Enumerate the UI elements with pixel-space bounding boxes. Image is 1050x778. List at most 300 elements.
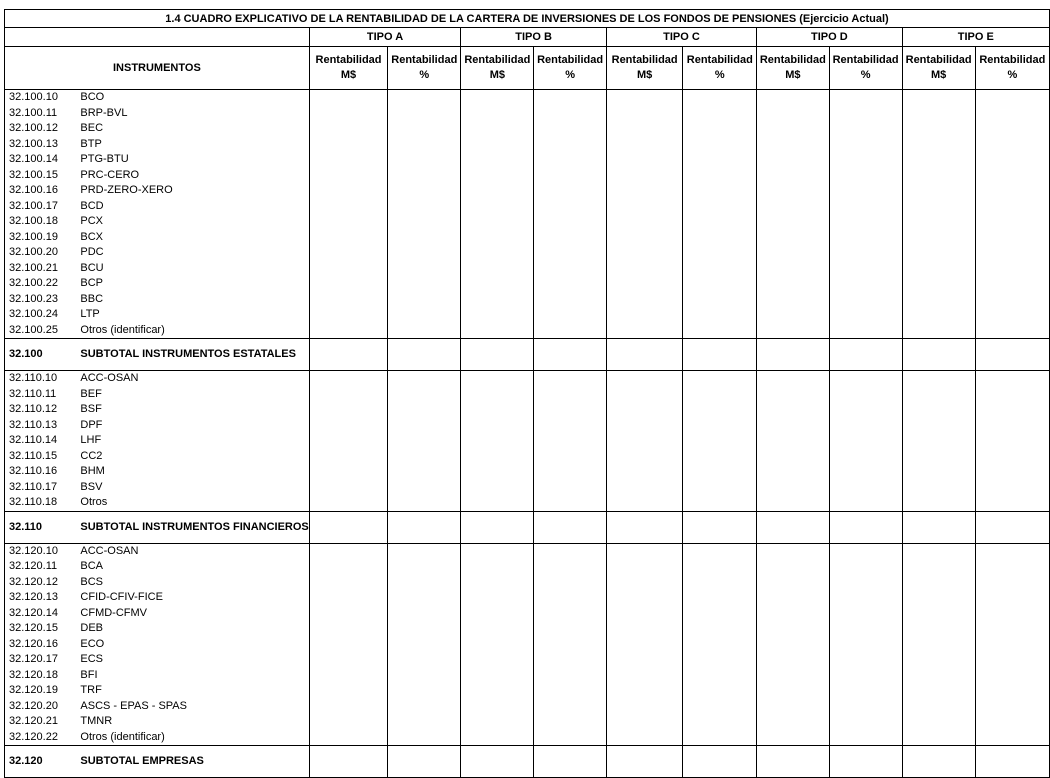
rentabilidad-mpesos-cell[interactable] [606, 433, 683, 449]
rentabilidad-mpesos-cell[interactable] [757, 199, 829, 215]
rentabilidad-pct-cell[interactable] [975, 730, 1049, 746]
rentabilidad-pct-cell[interactable] [388, 433, 461, 449]
rentabilidad-pct-cell[interactable] [975, 433, 1049, 449]
rentabilidad-pct-cell[interactable] [975, 307, 1049, 323]
rentabilidad-pct-cell[interactable] [534, 652, 606, 668]
rentabilidad-mpesos-cell[interactable] [309, 261, 387, 277]
rentabilidad-mpesos-cell[interactable] [902, 230, 975, 246]
rentabilidad-mpesos-cell[interactable] [606, 152, 683, 168]
rentabilidad-pct-cell[interactable] [975, 276, 1049, 292]
rentabilidad-pct-cell[interactable] [829, 199, 902, 215]
rentabilidad-mpesos-cell[interactable] [309, 575, 387, 591]
rentabilidad-pct-cell[interactable] [534, 106, 606, 122]
rentabilidad-pct-cell[interactable] [388, 199, 461, 215]
rentabilidad-mpesos-cell[interactable] [757, 714, 829, 730]
rentabilidad-mpesos-cell[interactable] [309, 730, 387, 746]
rentabilidad-mpesos-cell[interactable] [309, 245, 387, 261]
rentabilidad-pct-cell[interactable] [388, 575, 461, 591]
rentabilidad-pct-cell[interactable] [683, 276, 757, 292]
rentabilidad-pct-cell[interactable] [683, 261, 757, 277]
rentabilidad-mpesos-cell[interactable] [461, 433, 534, 449]
rentabilidad-mpesos-cell[interactable] [309, 214, 387, 230]
rentabilidad-pct-cell[interactable] [829, 575, 902, 591]
rentabilidad-pct-cell[interactable] [975, 746, 1049, 778]
rentabilidad-mpesos-cell[interactable] [902, 137, 975, 153]
rentabilidad-mpesos-cell[interactable] [309, 652, 387, 668]
rentabilidad-mpesos-cell[interactable] [606, 449, 683, 465]
rentabilidad-mpesos-cell[interactable] [902, 339, 975, 371]
rentabilidad-mpesos-cell[interactable] [309, 230, 387, 246]
rentabilidad-mpesos-cell[interactable] [757, 121, 829, 137]
rentabilidad-pct-cell[interactable] [534, 292, 606, 308]
rentabilidad-pct-cell[interactable] [388, 371, 461, 387]
rentabilidad-pct-cell[interactable] [975, 652, 1049, 668]
rentabilidad-mpesos-cell[interactable] [606, 183, 683, 199]
rentabilidad-mpesos-cell[interactable] [309, 402, 387, 418]
rentabilidad-pct-cell[interactable] [683, 730, 757, 746]
rentabilidad-pct-cell[interactable] [534, 183, 606, 199]
rentabilidad-mpesos-cell[interactable] [606, 214, 683, 230]
rentabilidad-mpesos-cell[interactable] [461, 214, 534, 230]
rentabilidad-pct-cell[interactable] [975, 152, 1049, 168]
rentabilidad-pct-cell[interactable] [683, 449, 757, 465]
rentabilidad-pct-cell[interactable] [683, 590, 757, 606]
rentabilidad-mpesos-cell[interactable] [606, 495, 683, 511]
rentabilidad-mpesos-cell[interactable] [461, 276, 534, 292]
rentabilidad-mpesos-cell[interactable] [757, 683, 829, 699]
rentabilidad-mpesos-cell[interactable] [902, 214, 975, 230]
rentabilidad-pct-cell[interactable] [975, 637, 1049, 653]
rentabilidad-pct-cell[interactable] [534, 668, 606, 684]
rentabilidad-mpesos-cell[interactable] [461, 606, 534, 622]
rentabilidad-mpesos-cell[interactable] [757, 511, 829, 543]
rentabilidad-pct-cell[interactable] [388, 230, 461, 246]
rentabilidad-pct-cell[interactable] [388, 245, 461, 261]
rentabilidad-mpesos-cell[interactable] [309, 183, 387, 199]
rentabilidad-pct-cell[interactable] [829, 261, 902, 277]
rentabilidad-mpesos-cell[interactable] [757, 730, 829, 746]
rentabilidad-mpesos-cell[interactable] [757, 137, 829, 153]
rentabilidad-mpesos-cell[interactable] [757, 106, 829, 122]
rentabilidad-mpesos-cell[interactable] [757, 307, 829, 323]
rentabilidad-mpesos-cell[interactable] [902, 637, 975, 653]
rentabilidad-pct-cell[interactable] [388, 276, 461, 292]
rentabilidad-mpesos-cell[interactable] [606, 387, 683, 403]
rentabilidad-mpesos-cell[interactable] [757, 559, 829, 575]
rentabilidad-mpesos-cell[interactable] [757, 495, 829, 511]
rentabilidad-pct-cell[interactable] [534, 339, 606, 371]
rentabilidad-mpesos-cell[interactable] [461, 183, 534, 199]
rentabilidad-mpesos-cell[interactable] [461, 90, 534, 106]
rentabilidad-pct-cell[interactable] [534, 276, 606, 292]
rentabilidad-pct-cell[interactable] [683, 433, 757, 449]
rentabilidad-pct-cell[interactable] [683, 637, 757, 653]
rentabilidad-pct-cell[interactable] [534, 387, 606, 403]
rentabilidad-pct-cell[interactable] [534, 402, 606, 418]
rentabilidad-pct-cell[interactable] [534, 637, 606, 653]
rentabilidad-mpesos-cell[interactable] [757, 323, 829, 339]
rentabilidad-mpesos-cell[interactable] [606, 230, 683, 246]
rentabilidad-mpesos-cell[interactable] [902, 543, 975, 559]
rentabilidad-mpesos-cell[interactable] [461, 152, 534, 168]
rentabilidad-pct-cell[interactable] [829, 559, 902, 575]
rentabilidad-pct-cell[interactable] [388, 121, 461, 137]
rentabilidad-mpesos-cell[interactable] [461, 371, 534, 387]
rentabilidad-pct-cell[interactable] [829, 90, 902, 106]
rentabilidad-mpesos-cell[interactable] [757, 168, 829, 184]
rentabilidad-pct-cell[interactable] [534, 168, 606, 184]
rentabilidad-mpesos-cell[interactable] [606, 746, 683, 778]
rentabilidad-mpesos-cell[interactable] [309, 387, 387, 403]
rentabilidad-mpesos-cell[interactable] [606, 371, 683, 387]
rentabilidad-mpesos-cell[interactable] [461, 307, 534, 323]
rentabilidad-pct-cell[interactable] [975, 230, 1049, 246]
rentabilidad-mpesos-cell[interactable] [606, 199, 683, 215]
rentabilidad-pct-cell[interactable] [683, 387, 757, 403]
rentabilidad-pct-cell[interactable] [388, 261, 461, 277]
rentabilidad-mpesos-cell[interactable] [902, 276, 975, 292]
rentabilidad-pct-cell[interactable] [829, 418, 902, 434]
rentabilidad-mpesos-cell[interactable] [757, 590, 829, 606]
rentabilidad-pct-cell[interactable] [829, 323, 902, 339]
rentabilidad-mpesos-cell[interactable] [757, 230, 829, 246]
rentabilidad-mpesos-cell[interactable] [309, 683, 387, 699]
rentabilidad-mpesos-cell[interactable] [309, 699, 387, 715]
rentabilidad-pct-cell[interactable] [534, 575, 606, 591]
rentabilidad-pct-cell[interactable] [683, 183, 757, 199]
rentabilidad-pct-cell[interactable] [534, 90, 606, 106]
rentabilidad-pct-cell[interactable] [388, 214, 461, 230]
rentabilidad-pct-cell[interactable] [534, 621, 606, 637]
rentabilidad-mpesos-cell[interactable] [757, 637, 829, 653]
rentabilidad-pct-cell[interactable] [975, 137, 1049, 153]
rentabilidad-mpesos-cell[interactable] [757, 464, 829, 480]
rentabilidad-pct-cell[interactable] [975, 214, 1049, 230]
rentabilidad-pct-cell[interactable] [534, 559, 606, 575]
rentabilidad-mpesos-cell[interactable] [606, 137, 683, 153]
rentabilidad-pct-cell[interactable] [534, 606, 606, 622]
rentabilidad-pct-cell[interactable] [388, 402, 461, 418]
rentabilidad-pct-cell[interactable] [683, 714, 757, 730]
rentabilidad-mpesos-cell[interactable] [757, 402, 829, 418]
rentabilidad-pct-cell[interactable] [975, 121, 1049, 137]
rentabilidad-mpesos-cell[interactable] [309, 323, 387, 339]
rentabilidad-mpesos-cell[interactable] [461, 559, 534, 575]
rentabilidad-pct-cell[interactable] [683, 699, 757, 715]
rentabilidad-pct-cell[interactable] [683, 199, 757, 215]
rentabilidad-mpesos-cell[interactable] [309, 168, 387, 184]
rentabilidad-mpesos-cell[interactable] [757, 371, 829, 387]
rentabilidad-mpesos-cell[interactable] [606, 559, 683, 575]
rentabilidad-mpesos-cell[interactable] [309, 714, 387, 730]
rentabilidad-mpesos-cell[interactable] [757, 480, 829, 496]
rentabilidad-mpesos-cell[interactable] [757, 152, 829, 168]
rentabilidad-mpesos-cell[interactable] [606, 637, 683, 653]
rentabilidad-mpesos-cell[interactable] [757, 433, 829, 449]
rentabilidad-pct-cell[interactable] [975, 683, 1049, 699]
rentabilidad-mpesos-cell[interactable] [461, 511, 534, 543]
rentabilidad-mpesos-cell[interactable] [902, 168, 975, 184]
rentabilidad-pct-cell[interactable] [683, 168, 757, 184]
rentabilidad-pct-cell[interactable] [975, 590, 1049, 606]
rentabilidad-pct-cell[interactable] [388, 106, 461, 122]
rentabilidad-pct-cell[interactable] [534, 214, 606, 230]
rentabilidad-pct-cell[interactable] [683, 418, 757, 434]
rentabilidad-pct-cell[interactable] [975, 606, 1049, 622]
rentabilidad-pct-cell[interactable] [975, 261, 1049, 277]
rentabilidad-mpesos-cell[interactable] [902, 683, 975, 699]
rentabilidad-pct-cell[interactable] [388, 480, 461, 496]
rentabilidad-pct-cell[interactable] [534, 261, 606, 277]
rentabilidad-pct-cell[interactable] [829, 137, 902, 153]
rentabilidad-pct-cell[interactable] [829, 276, 902, 292]
rentabilidad-pct-cell[interactable] [388, 292, 461, 308]
rentabilidad-mpesos-cell[interactable] [757, 543, 829, 559]
rentabilidad-mpesos-cell[interactable] [461, 575, 534, 591]
rentabilidad-pct-cell[interactable] [975, 418, 1049, 434]
rentabilidad-pct-cell[interactable] [534, 230, 606, 246]
rentabilidad-pct-cell[interactable] [829, 121, 902, 137]
rentabilidad-pct-cell[interactable] [683, 668, 757, 684]
rentabilidad-mpesos-cell[interactable] [309, 480, 387, 496]
rentabilidad-mpesos-cell[interactable] [309, 371, 387, 387]
rentabilidad-mpesos-cell[interactable] [902, 261, 975, 277]
rentabilidad-mpesos-cell[interactable] [902, 606, 975, 622]
rentabilidad-mpesos-cell[interactable] [309, 559, 387, 575]
rentabilidad-mpesos-cell[interactable] [757, 652, 829, 668]
rentabilidad-mpesos-cell[interactable] [309, 121, 387, 137]
rentabilidad-pct-cell[interactable] [683, 245, 757, 261]
rentabilidad-pct-cell[interactable] [388, 606, 461, 622]
rentabilidad-mpesos-cell[interactable] [757, 214, 829, 230]
rentabilidad-pct-cell[interactable] [388, 590, 461, 606]
rentabilidad-pct-cell[interactable] [829, 449, 902, 465]
rentabilidad-pct-cell[interactable] [683, 464, 757, 480]
rentabilidad-pct-cell[interactable] [829, 214, 902, 230]
rentabilidad-pct-cell[interactable] [683, 543, 757, 559]
rentabilidad-mpesos-cell[interactable] [461, 106, 534, 122]
rentabilidad-mpesos-cell[interactable] [606, 699, 683, 715]
rentabilidad-mpesos-cell[interactable] [606, 339, 683, 371]
rentabilidad-pct-cell[interactable] [829, 746, 902, 778]
rentabilidad-mpesos-cell[interactable] [606, 575, 683, 591]
rentabilidad-mpesos-cell[interactable] [309, 199, 387, 215]
rentabilidad-mpesos-cell[interactable] [461, 199, 534, 215]
rentabilidad-mpesos-cell[interactable] [309, 621, 387, 637]
rentabilidad-pct-cell[interactable] [683, 106, 757, 122]
rentabilidad-mpesos-cell[interactable] [461, 621, 534, 637]
rentabilidad-mpesos-cell[interactable] [902, 746, 975, 778]
rentabilidad-pct-cell[interactable] [975, 387, 1049, 403]
rentabilidad-mpesos-cell[interactable] [461, 730, 534, 746]
rentabilidad-pct-cell[interactable] [829, 387, 902, 403]
rentabilidad-pct-cell[interactable] [975, 323, 1049, 339]
rentabilidad-pct-cell[interactable] [534, 464, 606, 480]
rentabilidad-mpesos-cell[interactable] [461, 714, 534, 730]
rentabilidad-mpesos-cell[interactable] [606, 714, 683, 730]
rentabilidad-pct-cell[interactable] [534, 371, 606, 387]
rentabilidad-pct-cell[interactable] [829, 106, 902, 122]
rentabilidad-pct-cell[interactable] [388, 559, 461, 575]
rentabilidad-pct-cell[interactable] [975, 245, 1049, 261]
rentabilidad-mpesos-cell[interactable] [606, 590, 683, 606]
rentabilidad-pct-cell[interactable] [829, 371, 902, 387]
rentabilidad-mpesos-cell[interactable] [902, 575, 975, 591]
rentabilidad-pct-cell[interactable] [975, 402, 1049, 418]
rentabilidad-pct-cell[interactable] [388, 168, 461, 184]
rentabilidad-pct-cell[interactable] [975, 495, 1049, 511]
rentabilidad-pct-cell[interactable] [683, 323, 757, 339]
rentabilidad-pct-cell[interactable] [534, 245, 606, 261]
rentabilidad-mpesos-cell[interactable] [757, 276, 829, 292]
rentabilidad-mpesos-cell[interactable] [902, 730, 975, 746]
rentabilidad-pct-cell[interactable] [975, 90, 1049, 106]
rentabilidad-mpesos-cell[interactable] [606, 106, 683, 122]
rentabilidad-mpesos-cell[interactable] [606, 292, 683, 308]
rentabilidad-mpesos-cell[interactable] [902, 90, 975, 106]
rentabilidad-mpesos-cell[interactable] [309, 90, 387, 106]
rentabilidad-mpesos-cell[interactable] [606, 464, 683, 480]
rentabilidad-pct-cell[interactable] [975, 668, 1049, 684]
rentabilidad-pct-cell[interactable] [388, 652, 461, 668]
rentabilidad-mpesos-cell[interactable] [606, 606, 683, 622]
rentabilidad-mpesos-cell[interactable] [902, 387, 975, 403]
rentabilidad-pct-cell[interactable] [975, 511, 1049, 543]
rentabilidad-pct-cell[interactable] [975, 168, 1049, 184]
rentabilidad-pct-cell[interactable] [975, 480, 1049, 496]
rentabilidad-mpesos-cell[interactable] [757, 339, 829, 371]
rentabilidad-mpesos-cell[interactable] [309, 637, 387, 653]
rentabilidad-pct-cell[interactable] [534, 307, 606, 323]
rentabilidad-mpesos-cell[interactable] [461, 402, 534, 418]
rentabilidad-pct-cell[interactable] [829, 543, 902, 559]
rentabilidad-pct-cell[interactable] [683, 683, 757, 699]
rentabilidad-mpesos-cell[interactable] [606, 668, 683, 684]
rentabilidad-mpesos-cell[interactable] [309, 137, 387, 153]
rentabilidad-mpesos-cell[interactable] [461, 261, 534, 277]
rentabilidad-mpesos-cell[interactable] [902, 652, 975, 668]
rentabilidad-mpesos-cell[interactable] [309, 433, 387, 449]
rentabilidad-mpesos-cell[interactable] [902, 511, 975, 543]
rentabilidad-mpesos-cell[interactable] [461, 637, 534, 653]
rentabilidad-pct-cell[interactable] [534, 121, 606, 137]
rentabilidad-pct-cell[interactable] [683, 559, 757, 575]
rentabilidad-mpesos-cell[interactable] [757, 606, 829, 622]
rentabilidad-pct-cell[interactable] [829, 292, 902, 308]
rentabilidad-pct-cell[interactable] [829, 621, 902, 637]
rentabilidad-pct-cell[interactable] [388, 387, 461, 403]
rentabilidad-mpesos-cell[interactable] [309, 106, 387, 122]
rentabilidad-mpesos-cell[interactable] [309, 307, 387, 323]
rentabilidad-pct-cell[interactable] [829, 230, 902, 246]
rentabilidad-mpesos-cell[interactable] [606, 480, 683, 496]
rentabilidad-mpesos-cell[interactable] [902, 106, 975, 122]
rentabilidad-pct-cell[interactable] [534, 418, 606, 434]
rentabilidad-pct-cell[interactable] [683, 121, 757, 137]
rentabilidad-pct-cell[interactable] [975, 106, 1049, 122]
rentabilidad-mpesos-cell[interactable] [606, 652, 683, 668]
rentabilidad-mpesos-cell[interactable] [309, 464, 387, 480]
rentabilidad-mpesos-cell[interactable] [309, 543, 387, 559]
rentabilidad-mpesos-cell[interactable] [309, 511, 387, 543]
rentabilidad-mpesos-cell[interactable] [309, 590, 387, 606]
rentabilidad-mpesos-cell[interactable] [461, 168, 534, 184]
rentabilidad-mpesos-cell[interactable] [309, 746, 387, 778]
rentabilidad-mpesos-cell[interactable] [461, 699, 534, 715]
rentabilidad-pct-cell[interactable] [534, 152, 606, 168]
rentabilidad-pct-cell[interactable] [829, 637, 902, 653]
rentabilidad-pct-cell[interactable] [388, 746, 461, 778]
rentabilidad-pct-cell[interactable] [388, 637, 461, 653]
rentabilidad-mpesos-cell[interactable] [757, 292, 829, 308]
rentabilidad-pct-cell[interactable] [683, 214, 757, 230]
rentabilidad-pct-cell[interactable] [829, 495, 902, 511]
rentabilidad-pct-cell[interactable] [683, 606, 757, 622]
rentabilidad-pct-cell[interactable] [683, 402, 757, 418]
rentabilidad-pct-cell[interactable] [683, 371, 757, 387]
rentabilidad-mpesos-cell[interactable] [757, 245, 829, 261]
rentabilidad-pct-cell[interactable] [388, 90, 461, 106]
rentabilidad-mpesos-cell[interactable] [606, 511, 683, 543]
rentabilidad-pct-cell[interactable] [388, 683, 461, 699]
rentabilidad-mpesos-cell[interactable] [902, 449, 975, 465]
rentabilidad-pct-cell[interactable] [683, 152, 757, 168]
rentabilidad-pct-cell[interactable] [388, 511, 461, 543]
rentabilidad-pct-cell[interactable] [534, 730, 606, 746]
rentabilidad-mpesos-cell[interactable] [902, 323, 975, 339]
rentabilidad-mpesos-cell[interactable] [902, 402, 975, 418]
rentabilidad-mpesos-cell[interactable] [902, 714, 975, 730]
rentabilidad-mpesos-cell[interactable] [902, 152, 975, 168]
rentabilidad-mpesos-cell[interactable] [606, 402, 683, 418]
rentabilidad-mpesos-cell[interactable] [757, 90, 829, 106]
rentabilidad-mpesos-cell[interactable] [606, 121, 683, 137]
rentabilidad-pct-cell[interactable] [829, 699, 902, 715]
rentabilidad-mpesos-cell[interactable] [757, 668, 829, 684]
rentabilidad-mpesos-cell[interactable] [606, 307, 683, 323]
rentabilidad-pct-cell[interactable] [388, 464, 461, 480]
rentabilidad-pct-cell[interactable] [829, 683, 902, 699]
rentabilidad-pct-cell[interactable] [388, 152, 461, 168]
rentabilidad-mpesos-cell[interactable] [606, 261, 683, 277]
rentabilidad-mpesos-cell[interactable] [606, 730, 683, 746]
rentabilidad-mpesos-cell[interactable] [309, 339, 387, 371]
rentabilidad-mpesos-cell[interactable] [606, 683, 683, 699]
rentabilidad-mpesos-cell[interactable] [309, 276, 387, 292]
rentabilidad-mpesos-cell[interactable] [606, 621, 683, 637]
rentabilidad-pct-cell[interactable] [829, 464, 902, 480]
rentabilidad-mpesos-cell[interactable] [461, 323, 534, 339]
rentabilidad-pct-cell[interactable] [534, 699, 606, 715]
rentabilidad-mpesos-cell[interactable] [902, 668, 975, 684]
rentabilidad-mpesos-cell[interactable] [461, 121, 534, 137]
rentabilidad-pct-cell[interactable] [534, 511, 606, 543]
rentabilidad-mpesos-cell[interactable] [461, 339, 534, 371]
rentabilidad-pct-cell[interactable] [829, 714, 902, 730]
rentabilidad-pct-cell[interactable] [683, 746, 757, 778]
rentabilidad-mpesos-cell[interactable] [902, 245, 975, 261]
rentabilidad-pct-cell[interactable] [829, 433, 902, 449]
rentabilidad-mpesos-cell[interactable] [902, 495, 975, 511]
rentabilidad-pct-cell[interactable] [829, 152, 902, 168]
rentabilidad-mpesos-cell[interactable] [461, 746, 534, 778]
rentabilidad-pct-cell[interactable] [975, 575, 1049, 591]
rentabilidad-pct-cell[interactable] [388, 730, 461, 746]
rentabilidad-pct-cell[interactable] [829, 168, 902, 184]
rentabilidad-mpesos-cell[interactable] [461, 292, 534, 308]
rentabilidad-pct-cell[interactable] [683, 575, 757, 591]
rentabilidad-mpesos-cell[interactable] [757, 746, 829, 778]
